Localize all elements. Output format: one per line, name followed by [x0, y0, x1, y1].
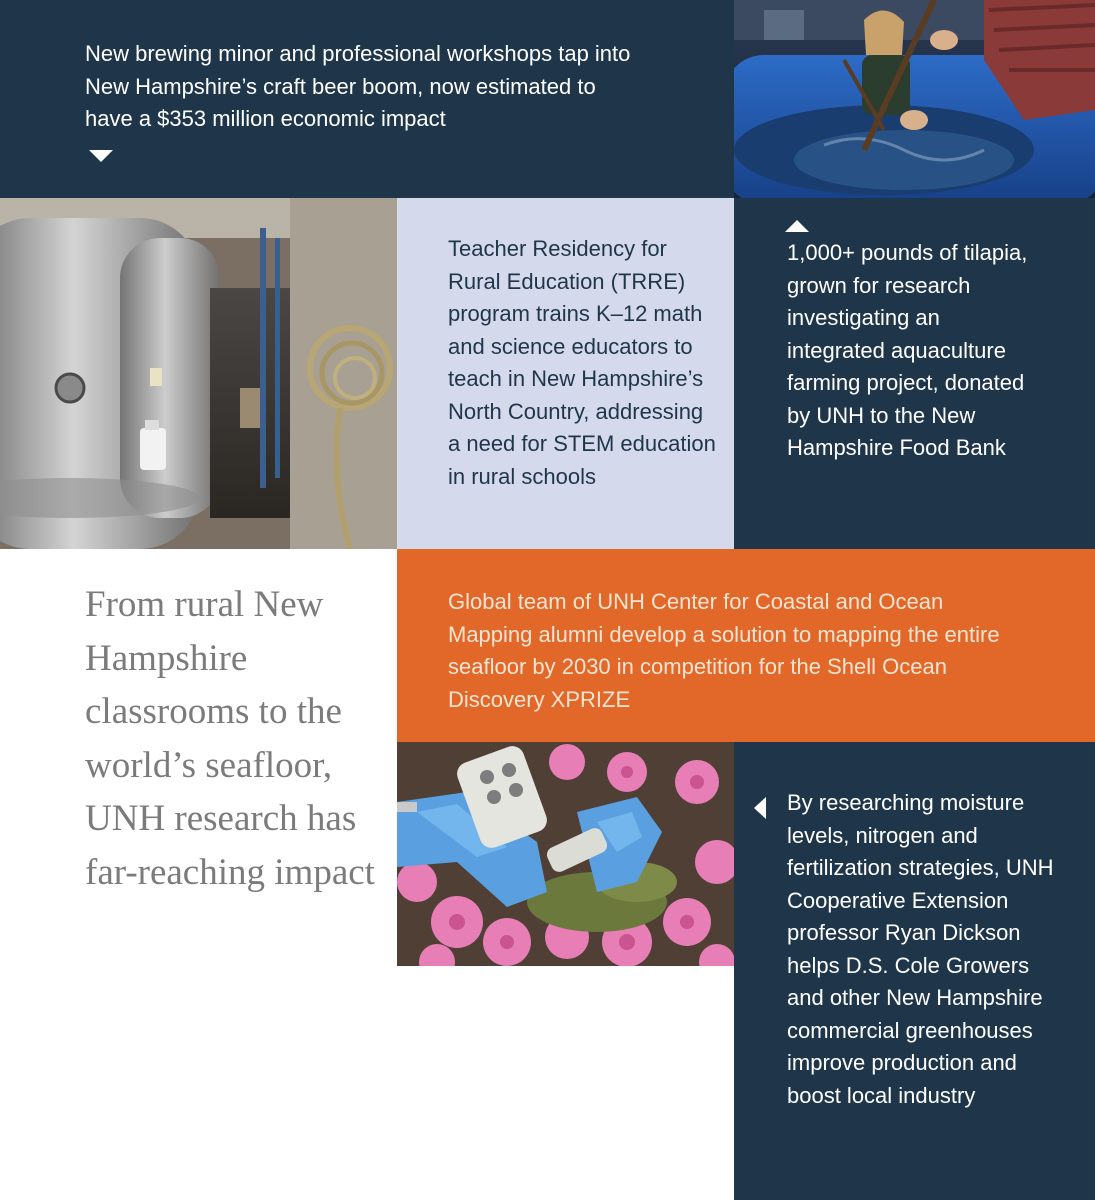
greenhouse-panel: [734, 742, 1095, 1200]
brewing-panel: [0, 0, 734, 198]
aquaculture-photo: [734, 0, 1095, 198]
greenhouse-photo: [397, 742, 734, 966]
down-arrow-icon: [89, 150, 113, 162]
tilapia-caption: 1,000+ pounds of tilapia, grown for research investigating an integrated aquaculture farming project, donated by UNH to the New Hampshire Food Bank: [787, 240, 1028, 460]
mapping-panel: [397, 549, 1095, 742]
up-arrow-icon: [785, 220, 809, 232]
page-headline: From rural New Hampshire classrooms to the world’s seafloor, UNH research has far-reaching impact: [85, 584, 375, 893]
brewing-caption: New brewing minor and professional workshops tap into New Hampshire’s craft beer boom, now estimated to have a $353 million economic impact: [85, 41, 631, 131]
mapping-caption: Global team of UNH Center for Coastal and Ocean Mapping alumni develop a solution to mapping the entire seafloor by 2030 in competition for the Shell Ocean Discovery XPRIZE: [448, 589, 1000, 712]
greenhouse-caption: By researching moisture levels, nitrogen and fertilization strategies, UNH Cooperative Extension professor Ryan Dickson helps D.S. Cole Growers and other New Hampshire commercial greenhouses improve production and boost local industry: [787, 790, 1054, 1108]
trre-caption: Teacher Residency for Rural Education (TRRE) program trains K–12 math and science educators to teach in New Hampshire’s North Country, addressing a need for STEM education in rural schools: [448, 236, 716, 489]
trre-panel: [397, 198, 734, 549]
tilapia-panel: [734, 198, 1095, 549]
left-arrow-icon: [754, 797, 766, 819]
brewery-photo: [0, 198, 397, 549]
